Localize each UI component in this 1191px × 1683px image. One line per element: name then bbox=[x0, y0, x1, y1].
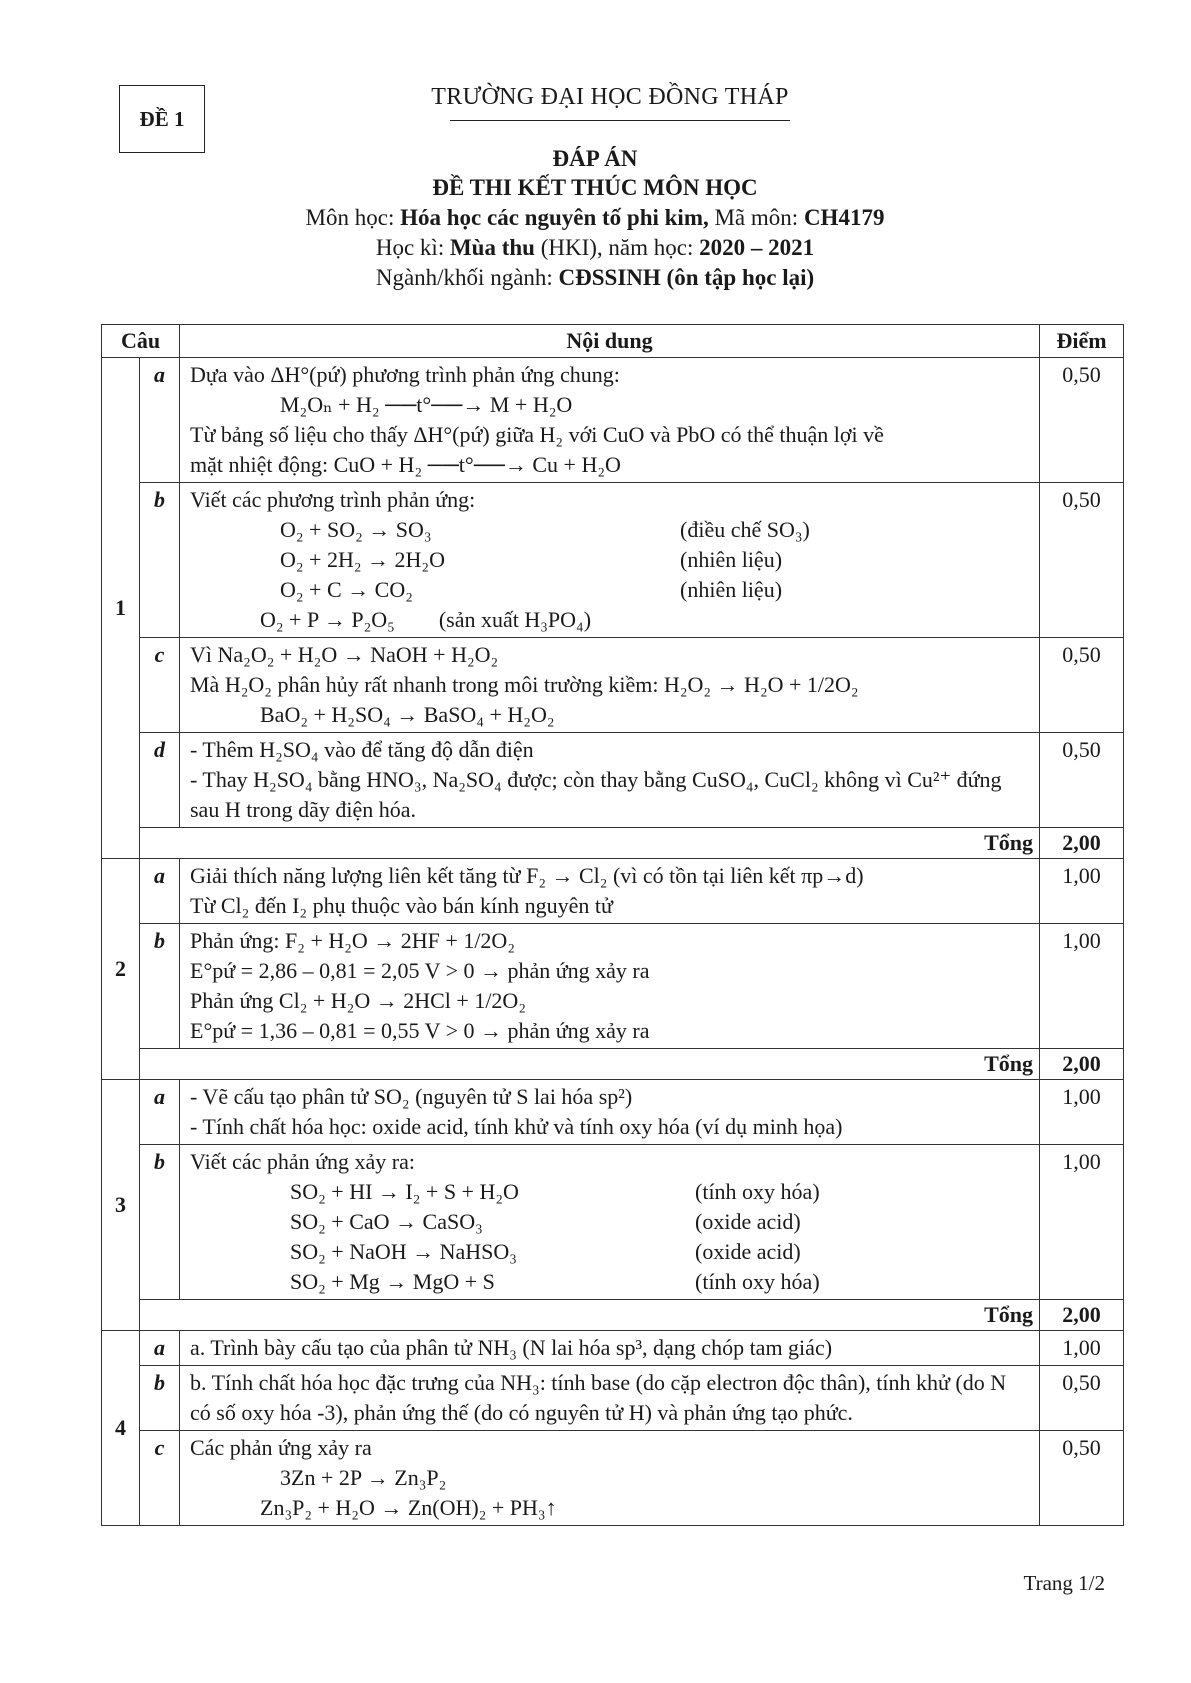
col-header-noidung: Nội dung bbox=[180, 325, 1040, 358]
q2a-part: a bbox=[140, 859, 180, 924]
q3a-part: a bbox=[140, 1080, 180, 1145]
school-year: 2020 – 2021 bbox=[699, 235, 815, 260]
term-line bbox=[200, 235, 990, 261]
q1a-score: 0,50 bbox=[1040, 358, 1124, 483]
q3b-row bbox=[102, 1145, 1124, 1300]
q1d-line1: - Thêm H₂SO₄ vào để tăng độ dẫn điện bbox=[190, 737, 534, 762]
exam-code-label: ĐỀ 1 bbox=[139, 106, 185, 131]
q4c-content bbox=[180, 1431, 1040, 1526]
major-line bbox=[200, 265, 990, 291]
q1d-score: 0,50 bbox=[1040, 733, 1124, 828]
q2a-line1: Giải thích năng lượng liên kết tăng từ F₂ → Cl₂ (vì có tồn tại liên kết πp→d) bbox=[190, 863, 864, 888]
q1a-row bbox=[102, 358, 1124, 483]
q2-total-value: 2,00 bbox=[1040, 1049, 1124, 1080]
school-underline bbox=[450, 120, 790, 121]
q2-number: 2 bbox=[102, 859, 140, 1080]
q4a-row bbox=[102, 1331, 1124, 1366]
q2a-line2: Từ Cl₂ đến I₂ phụ thuộc vào bán kính nguyên tử bbox=[190, 893, 613, 918]
q4a-part: a bbox=[140, 1331, 180, 1366]
q1b-note3: (nhiên liệu) bbox=[680, 577, 783, 602]
q3b-eq3: SO₂ + NaOH → NaHSO₃ bbox=[290, 1239, 517, 1264]
q4b-line1: b. Tính chất hóa học đặc trưng của NH₃: tính base (do cặp electron độc thân), tính khử (do N có số oxy hóa -3), phản ứng thế (do có nguyên tử H) và phản ứng tạo phức. bbox=[190, 1370, 1007, 1425]
q1c-part: c bbox=[140, 638, 180, 733]
q2-total-row bbox=[102, 1049, 1124, 1080]
q3-number: 3 bbox=[102, 1080, 140, 1331]
major-prefix: Ngành/khối ngành: bbox=[375, 265, 559, 290]
subject-line bbox=[200, 205, 990, 231]
q3b-note3: (oxide acid) bbox=[695, 1239, 801, 1264]
q1b-eq4: O₂ + P → P₂O₅ (sản xuất H₃PO₄) bbox=[260, 607, 592, 632]
q3b-eq1: SO₂ + HI → I₂ + S + H₂O bbox=[290, 1179, 519, 1204]
q3b-note4: (tính oxy hóa) bbox=[695, 1269, 820, 1294]
q3b-note1: (tính oxy hóa) bbox=[695, 1179, 820, 1204]
term-prefix: Học kì: bbox=[375, 235, 450, 260]
q1c-line3: BaO₂ + H₂SO₄ → BaSO₄ + H₂O₂ bbox=[260, 702, 555, 727]
title-exam: ĐỀ THI KẾT THÚC MÔN HỌC bbox=[432, 175, 758, 200]
q2b-line2: E°pứ = 2,86 – 0,81 = 2,05 V > 0 → phản ứng xảy ra bbox=[190, 958, 650, 983]
q1-total-label: Tổng bbox=[140, 828, 1040, 859]
q3b-line1: Viết các phản ứng xảy ra: bbox=[190, 1149, 416, 1174]
q1b-eq2: O₂ + 2H₂ → 2H₂O bbox=[280, 547, 445, 572]
q1d-line2: - Thay H₂SO₄ bằng HNO₃, Na₂SO₄ được; còn thay bằng CuSO₄, CuCl₂ không vì Cu²⁺ đứng sau H trong dãy điện hóa. bbox=[190, 767, 1002, 822]
q1c-content bbox=[180, 638, 1040, 733]
q4b-score: 0,50 bbox=[1040, 1366, 1124, 1431]
q1b-row bbox=[102, 483, 1124, 638]
q1b-eq1: O₂ + SO₂ → SO₃ bbox=[280, 517, 432, 542]
q2b-content bbox=[180, 924, 1040, 1049]
q1a-content bbox=[180, 358, 1040, 483]
q1d-row bbox=[102, 733, 1124, 828]
q1c-row bbox=[102, 638, 1124, 733]
table-header-row bbox=[102, 325, 1124, 358]
q2b-line4: E°pứ = 1,36 – 0,81 = 0,55 V > 0 → phản ứng xảy ra bbox=[190, 1018, 650, 1043]
q3a-line1: - Vẽ cấu tạo phân tử SO₂ (nguyên tử S lai hóa sp²) bbox=[190, 1084, 633, 1109]
q1b-part: b bbox=[140, 483, 180, 638]
q3a-content bbox=[180, 1080, 1040, 1145]
q4a-line1: a. Trình bày cấu tạo của phân tử NH₃ (N lai hóa sp³, dạng chóp tam giác) bbox=[190, 1335, 833, 1360]
q1-total-value: 2,00 bbox=[1040, 828, 1124, 859]
q2-total-label: Tổng bbox=[140, 1049, 1040, 1080]
q4b-part: b bbox=[140, 1366, 180, 1431]
q4a-score: 1,00 bbox=[1040, 1331, 1124, 1366]
q2b-part: b bbox=[140, 924, 180, 1049]
q4c-score: 0,50 bbox=[1040, 1431, 1124, 1526]
q2a-content bbox=[180, 859, 1040, 924]
q1c-score: 0,50 bbox=[1040, 638, 1124, 733]
q1b-note2: (nhiên liệu) bbox=[680, 547, 783, 572]
q1-number: 1 bbox=[102, 358, 140, 859]
subject-name: Hóa học các nguyên tố phi kim, bbox=[400, 205, 709, 230]
q2b-line3: Phản ứng Cl₂ + H₂O → 2HCl + 1/2O₂ bbox=[190, 988, 526, 1013]
title-answer: ĐÁP ÁN bbox=[552, 146, 638, 171]
subject-code: CH4179 bbox=[803, 205, 885, 230]
q1a-line1: Dựa vào ΔH°(pứ) phương trình phản ứng chung: bbox=[190, 362, 620, 387]
code-prefix: Mã môn: bbox=[708, 205, 804, 230]
q3b-note2: (oxide acid) bbox=[695, 1209, 801, 1234]
q3b-content bbox=[180, 1145, 1040, 1300]
school-name: TRƯỜNG ĐẠI HỌC ĐỒNG THÁP bbox=[431, 84, 789, 110]
q4b-row bbox=[102, 1366, 1124, 1431]
q2a-score: 1,00 bbox=[1040, 859, 1124, 924]
q3-total-value: 2,00 bbox=[1040, 1300, 1124, 1331]
q3b-part: b bbox=[140, 1145, 180, 1300]
q4c-line2: 3Zn + 2P → Zn₃P₂ bbox=[280, 1465, 447, 1490]
q4a-content bbox=[180, 1331, 1040, 1366]
term-name: Mùa thu bbox=[449, 235, 535, 260]
q4b-content bbox=[180, 1366, 1040, 1431]
q1a-line3: Từ bảng số liệu cho thấy ΔH°(pứ) giữa H₂ với CuO và PbO có thể thuận lợi về bbox=[190, 422, 884, 447]
q1b-score: 0,50 bbox=[1040, 483, 1124, 638]
q3-total-row bbox=[102, 1300, 1124, 1331]
q1-total-row bbox=[102, 828, 1124, 859]
page-number: Trang 1/2 bbox=[1023, 1571, 1105, 1595]
answer-table bbox=[101, 324, 1124, 1526]
q3a-line2: - Tính chất hóa học: oxide acid, tính khử và tính oxy hóa (ví dụ minh họa) bbox=[190, 1114, 843, 1139]
q1a-part: a bbox=[140, 358, 180, 483]
exam-code-box bbox=[119, 85, 205, 153]
q1a-line2: M₂Oₙ + H₂ ──t°──→ M + H₂O bbox=[280, 392, 573, 417]
q2b-line1: Phản ứng: F₂ + H₂O → 2HF + 1/2O₂ bbox=[190, 928, 515, 953]
q3a-row bbox=[102, 1080, 1124, 1145]
subject-prefix: Môn học: bbox=[305, 205, 401, 230]
q4-number: 4 bbox=[102, 1331, 140, 1526]
q2b-row bbox=[102, 924, 1124, 1049]
q1d-content bbox=[180, 733, 1040, 828]
q1c-line2: Mà H₂O₂ phân hủy rất nhanh trong môi trường kiềm: H₂O₂ → H₂O + 1/2O₂ bbox=[190, 672, 859, 697]
term-mid: (HKI), năm học: bbox=[534, 235, 700, 260]
q1b-content bbox=[180, 483, 1040, 638]
major-name: CĐSSINH (ôn tập học lại) bbox=[558, 265, 815, 290]
col-header-cau: Câu bbox=[102, 325, 180, 358]
q1d-part: d bbox=[140, 733, 180, 828]
q2b-score: 1,00 bbox=[1040, 924, 1124, 1049]
q1c-line1: Vì Na₂O₂ + H₂O → NaOH + H₂O₂ bbox=[190, 642, 499, 667]
q1b-eq3: O₂ + C → CO₂ bbox=[280, 577, 413, 602]
q3b-score: 1,00 bbox=[1040, 1145, 1124, 1300]
q4c-line3: Zn₃P₂ + H₂O → Zn(OH)₂ + PH₃↑ bbox=[260, 1495, 557, 1520]
q4c-line1: Các phản ứng xảy ra bbox=[190, 1435, 372, 1460]
q1b-note1: (điều chế SO₃) bbox=[680, 517, 810, 542]
q3a-score: 1,00 bbox=[1040, 1080, 1124, 1145]
q4c-part: c bbox=[140, 1431, 180, 1526]
q1b-line1: Viết các phương trình phản ứng: bbox=[190, 487, 476, 512]
q3b-eq2: SO₂ + CaO → CaSO₃ bbox=[290, 1209, 483, 1234]
q1a-line4: mặt nhiệt động: CuO + H₂ ──t°──→ Cu + H₂O bbox=[190, 452, 621, 477]
q4c-row bbox=[102, 1431, 1124, 1526]
col-header-diem: Điểm bbox=[1040, 325, 1124, 358]
q3b-eq4: SO₂ + Mg → MgO + S bbox=[290, 1269, 495, 1294]
q3-total-label: Tổng bbox=[140, 1300, 1040, 1331]
q2a-row bbox=[102, 859, 1124, 924]
